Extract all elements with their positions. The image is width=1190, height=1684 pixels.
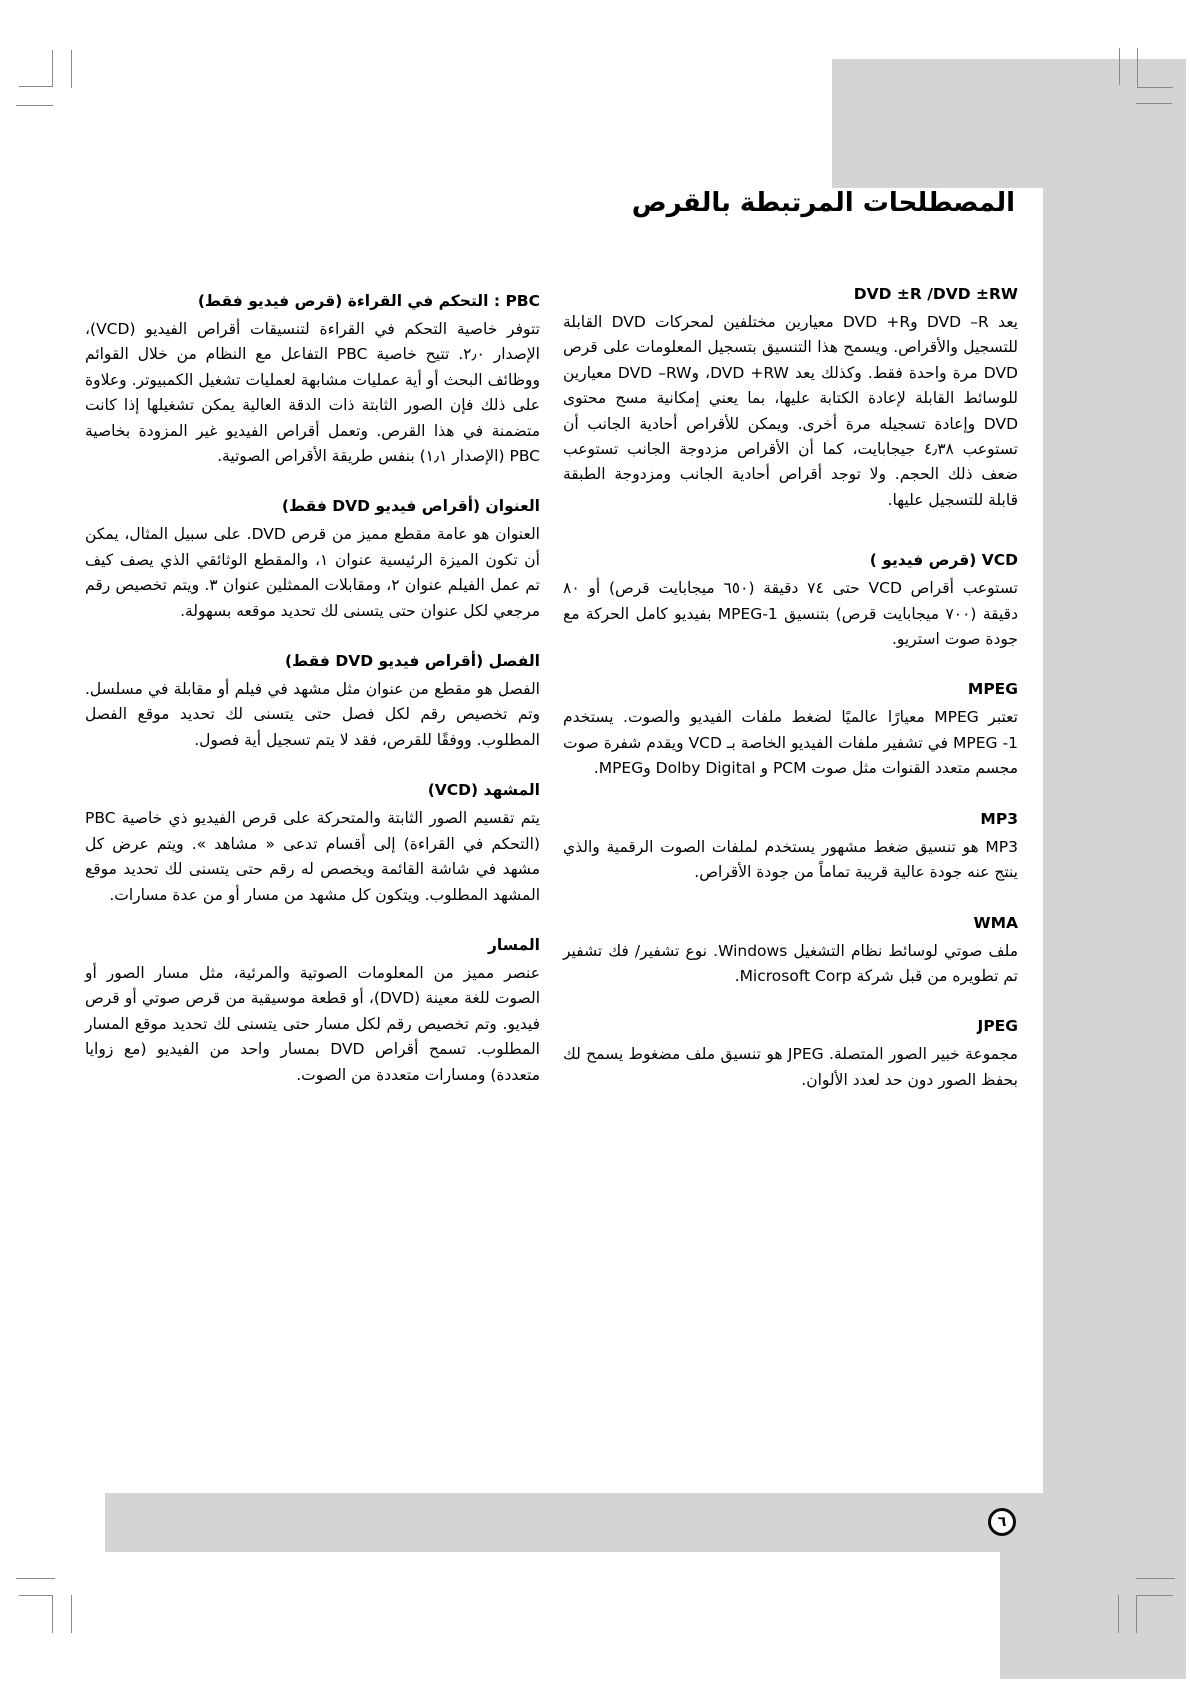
crop-mark-bottom-right — [1136, 1578, 1175, 1579]
section-heading: DVD ±R /DVD ±RW — [853, 285, 1018, 303]
crop-mark-top-left — [19, 86, 53, 87]
right-gray-sidebar — [1043, 59, 1186, 1679]
crop-mark-bottom-left — [52, 1595, 53, 1633]
section-heading: العنوان (أقراص فيديو DVD فقط) — [281, 497, 540, 516]
section-heading: الفصل (أقراص فيديو DVD فقط) — [284, 652, 540, 671]
glossary-section-scene — [85, 780, 540, 908]
glossary-section-track — [85, 935, 540, 1088]
crop-mark-bottom-right — [1136, 1595, 1137, 1633]
section-heading: JPEG — [977, 1017, 1018, 1036]
crop-mark-top-left — [16, 105, 53, 106]
section-heading: المسار — [487, 935, 540, 954]
crop-mark-bottom-left — [71, 1595, 72, 1633]
crop-mark-top-left — [52, 50, 53, 87]
section-body: مجموعة خبير الصور المتصلة. JPEG هو تنسيق ملف مضغوط يسمح لك بحفظ الصور دون حد لعدد الألوان. — [563, 1045, 1018, 1089]
section-heading: المشهد (VCD) — [427, 781, 540, 800]
section-heading: MP3 — [980, 809, 1018, 828]
section-body: العنوان هو عامة مقطع مميز من قرص DVD. على سبيل المثال، يمكن أن تكون الميزة الرئيسية عنوان ١، والمقطع الوثائقي الذي يصف كيف تم عمل الفيلم عنوان ٢، ومقابلات الممثلين عنوان ٣. ويتم تخصيص رقم مرجعي لكل عنوان حتى يتسنى لك تحديد موقعه بسهولة. — [85, 525, 540, 620]
crop-mark-top-left — [71, 50, 72, 88]
crop-mark-bottom-left — [16, 1578, 55, 1579]
section-body: تستوعب أقراص VCD حتى ٧٤ دقيقة (٦٥٠ ميجابايت قرص) أو ٨٠ دقيقة (٧٠٠ ميجابايت قرص) بتنسيق MPEG-1 بفيديو كامل الحركة مع جودة صوت استريو. — [563, 579, 1018, 649]
glossary-section-chapter — [85, 651, 540, 753]
section-body: تعتبر MPEG معيارًا عالميًا لضغط ملفات الفيديو والصوت. يستخدم MPEG -1 في تشفير ملفات الفيديو الخاصة بـ VCD ويقدم شفرة صوت مجسم متعدد القنوات مثل صوت PCM و Dolby Digital وMPEG. — [563, 708, 1018, 778]
glossary-section-pbc — [85, 291, 540, 469]
section-body: ملف صوتي لوسائط نظام التشغيل Windows. نوع تشفير/ فك تشفير تم تطويره من قبل شركة Microsoft Corp. — [563, 941, 1019, 985]
footer-gray-band — [105, 1493, 1043, 1552]
crop-mark-bottom-right — [1118, 1595, 1119, 1633]
crop-mark-top-right — [1136, 103, 1172, 104]
crop-mark-bottom-left — [19, 1595, 53, 1596]
glossary-section-mp3 — [563, 809, 1018, 886]
crop-mark-top-right — [1137, 48, 1138, 87]
glossary-section-jpeg — [563, 1016, 1018, 1093]
glossary-section-title-term — [85, 496, 540, 624]
glossary-section-mpeg — [563, 679, 1018, 781]
footer-gray-corner — [1000, 1552, 1043, 1679]
crop-mark-top-right — [1119, 48, 1120, 85]
glossary-section-wma — [563, 913, 1018, 990]
glossary-column-right — [563, 284, 1018, 1120]
glossary-column-left — [85, 291, 540, 1115]
crop-mark-bottom-right — [1136, 1595, 1173, 1596]
glossary-section-dvd-r-rw — [563, 284, 1018, 513]
crop-mark-top-right — [1137, 87, 1173, 88]
section-heading: WMA — [973, 913, 1018, 932]
section-heading: VCD (قرص فيديو ) — [869, 551, 1018, 570]
section-body: يعد DVD –R وDVD +R معيارين مختلفين لمحركات DVD القابلة للتسجيل والأقراص. ويسمح هذا التنسيق بتسجيل المعلومات على قرص DVD مرة واحدة فقط. وكذلك يعد DVD +RW، وDVD –RW معيارين للوسائط القابلة لإعادة الكتابة عليها، بما يعني إمكانية مسح محتوى DVD وإعادة تسجيله مرة أخرى. ويمكن للأقراص أحادية الجانب أن تستوعب ٤٫٣٨ جيجابايت، كما أن الأقراص مزدوجة الجانب تستوعب ضعف ذلك الحجم. ولا توجد أقراص أحادية الجانب ومزدوجة الطبقة قابلة للتسجيل عليها. — [563, 313, 1018, 509]
glossary-section-vcd — [563, 550, 1018, 652]
section-body: عنصر مميز من المعلومات الصوتية والمرئية، مثل مسار الصور أو الصوت للغة معينة (DVD)، أو قطعة موسيقية من قرص صوتي أو قرص فيديو. وتم تخصيص رقم لكل مسار حتى يتسنى لك تحديد موقع المسار المطلوب. تسمح أقراص DVD بمسار واحد من الفيديو (مع زوايا متعددة) ومسارات متعددة من الصوت. — [85, 963, 540, 1084]
section-heading: PBC : التحكم في القراءة (قرص فيديو فقط) — [197, 292, 540, 310]
page-title: المصطلحات المرتبطة بالقرص — [631, 188, 1015, 218]
page-number-badge: ٦ — [988, 1508, 1016, 1536]
section-body: الفصل هو مقطع من عنوان مثل مشهد في فيلم أو مقابلة في مسلسل. وتم تخصيص رقم لكل فصل حتى يتسنى لك تحديد موقع الفصل المطلوب. ووفقًا للقرص، فقد لا يتم تسجيل أية فصول. — [85, 680, 540, 749]
section-body: يتم تقسيم الصور الثابتة والمتحركة على قرص الفيديو ذي خاصية PBC (التحكم في القراءة) إلى أقسام تدعى « مشاهد ». ويتم عرض كل مشهد في شاشة القائمة ويخصص له رقم حتى يتسنى لك تحديد موقع المشهد المطلوب. ويتكون كل مشهد من مسار أو من عدة مسارات. — [85, 809, 540, 904]
section-body: تتوفر خاصية التحكم في القراءة لتنسيقات أقراص الفيديو (VCD)، الإصدار ٢٫٠. تتيح خاصية PBC التفاعل مع النظام من خلال القوائم ووظائف البحث أو أية عمليات مشابهة لعمليات تشغيل الكمبيوتر. وعلاوة على ذلك فإن الصور الثابتة ذات الدقة العالية يمكن تشغيلها إذا كانت متضمنة في هذا القرص. وتعمل أقراص الفيديو غير المزودة بخاصية PBC (الإصدار ١٫١) بنفس طريقة الأقراص الصوتية. — [85, 320, 540, 466]
section-body: MP3 هو تنسيق ضغط مشهور يستخدم لملفات الصوت الرقمية والذي ينتج عنه جودة عالية قريبة تماماً من جودة الأقراص. — [563, 837, 1018, 882]
section-heading: MPEG — [967, 680, 1018, 699]
